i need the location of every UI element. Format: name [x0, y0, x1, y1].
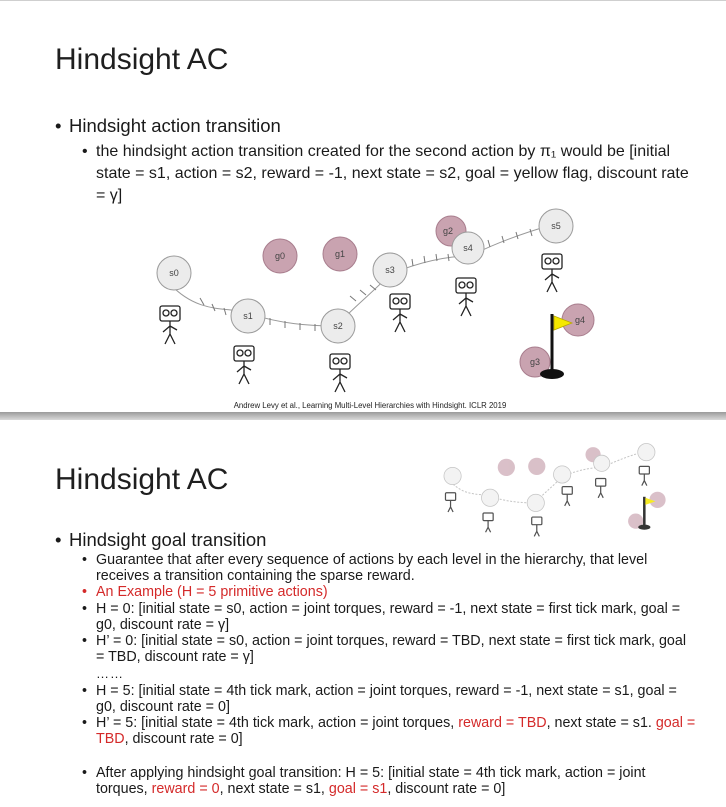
bullet-dot: • — [82, 584, 88, 600]
highlighted-text: An Example (H = 5 primitive actions) — [96, 584, 328, 600]
goal-item — [82, 601, 696, 633]
hierarchy-figure — [140, 206, 600, 413]
trajectory-path — [170, 224, 555, 326]
ellipsis: …… — [96, 666, 124, 681]
bullet-dot: • — [82, 633, 88, 649]
slide-1-title: Hindsight AC — [55, 43, 229, 76]
state-label: s2 — [333, 321, 343, 331]
goal-item — [82, 584, 696, 601]
goal-label: g3 — [529, 357, 541, 367]
slide-2 — [0, 420, 726, 807]
item-text: H = 0: [initial state = s0, action = joint torques, reward = -1, next state = first tick mark, goal = g0, discount rate = γ] — [96, 601, 681, 633]
state-label: s1 — [243, 311, 253, 321]
state-label: s3 — [385, 265, 395, 275]
highlighted-text: goal = s1 — [328, 780, 388, 797]
goal-label: g1 — [334, 249, 346, 259]
goal-item — [82, 683, 696, 715]
bullet-dot: • — [55, 529, 62, 550]
item-text: H = 5: [initial state = 4th tick mark, action = joint torques, reward = -1, next state = s1, goal = g0, discount rate = 0] — [96, 683, 677, 715]
bullet-dot: • — [82, 143, 88, 160]
slide-2-title: Hindsight AC — [55, 463, 229, 496]
figure-caption: Andrew Levy et al., Learning Multi-Level Hierarchies with Hindsight. ICLR 2019 — [233, 401, 507, 410]
item-text: Guarantee that after every sequence of actions by each level in the hierarchy, that level receives a transition containing the sparse reward. — [96, 552, 648, 584]
item-text: After applying hindsight goal transition: H = 5: [initial state = 4th tick mark, action = joint torques, — [96, 765, 646, 797]
highlighted-text: reward = 0 — [151, 780, 220, 797]
bullet-dot: • — [82, 683, 88, 699]
goal-label: g0 — [274, 251, 286, 261]
bullet-dot: • — [55, 115, 62, 136]
state-label: s4 — [463, 243, 473, 253]
bullet-dot: • — [82, 765, 88, 781]
slide-divider — [0, 412, 726, 420]
item-text: , discount rate = 0] — [387, 780, 506, 797]
bullet-dot: • — [82, 715, 88, 731]
goal-label: g4 — [574, 315, 586, 325]
hierarchy-thumbnail — [432, 442, 672, 547]
item-text: H’ = 0: [initial state = s0, action = joint torques, reward = TBD, next state = first tick mark, goal = TBD, discount rate = γ] — [96, 633, 687, 665]
item-text: , discount rate = 0] — [124, 730, 243, 747]
goal-item — [82, 765, 696, 797]
slide-1-bullet: • Hindsight action transition — [55, 115, 281, 136]
slide-2-bullet: • Hindsight goal transition — [55, 529, 267, 550]
slide-1-sub-bullet: • the hindsight action transition created for the second action by π₁ would be [initial state = s1, action = s2, reward = -1, next state = s2, goal = yellow flag, discount rate = γ] — [82, 143, 689, 204]
item-text: , next state = s1, — [219, 780, 329, 797]
bullet-dot: • — [82, 552, 88, 568]
item-text: H’ = 5: [initial state = 4th tick mark, action = joint torques, — [96, 715, 459, 731]
goal-item — [82, 552, 696, 584]
item-text: , next state = s1. — [546, 715, 656, 731]
goal-item — [82, 715, 696, 747]
highlighted-text: reward = TBD — [458, 715, 547, 731]
robot-icons — [160, 254, 562, 392]
highlighted-text: goal = TBD — [96, 715, 696, 747]
state-label: s5 — [551, 221, 561, 231]
state-label: s0 — [169, 268, 179, 278]
bullet-dot: • — [82, 601, 88, 617]
goal-item — [82, 633, 696, 665]
goal-label: g2 — [442, 226, 454, 236]
